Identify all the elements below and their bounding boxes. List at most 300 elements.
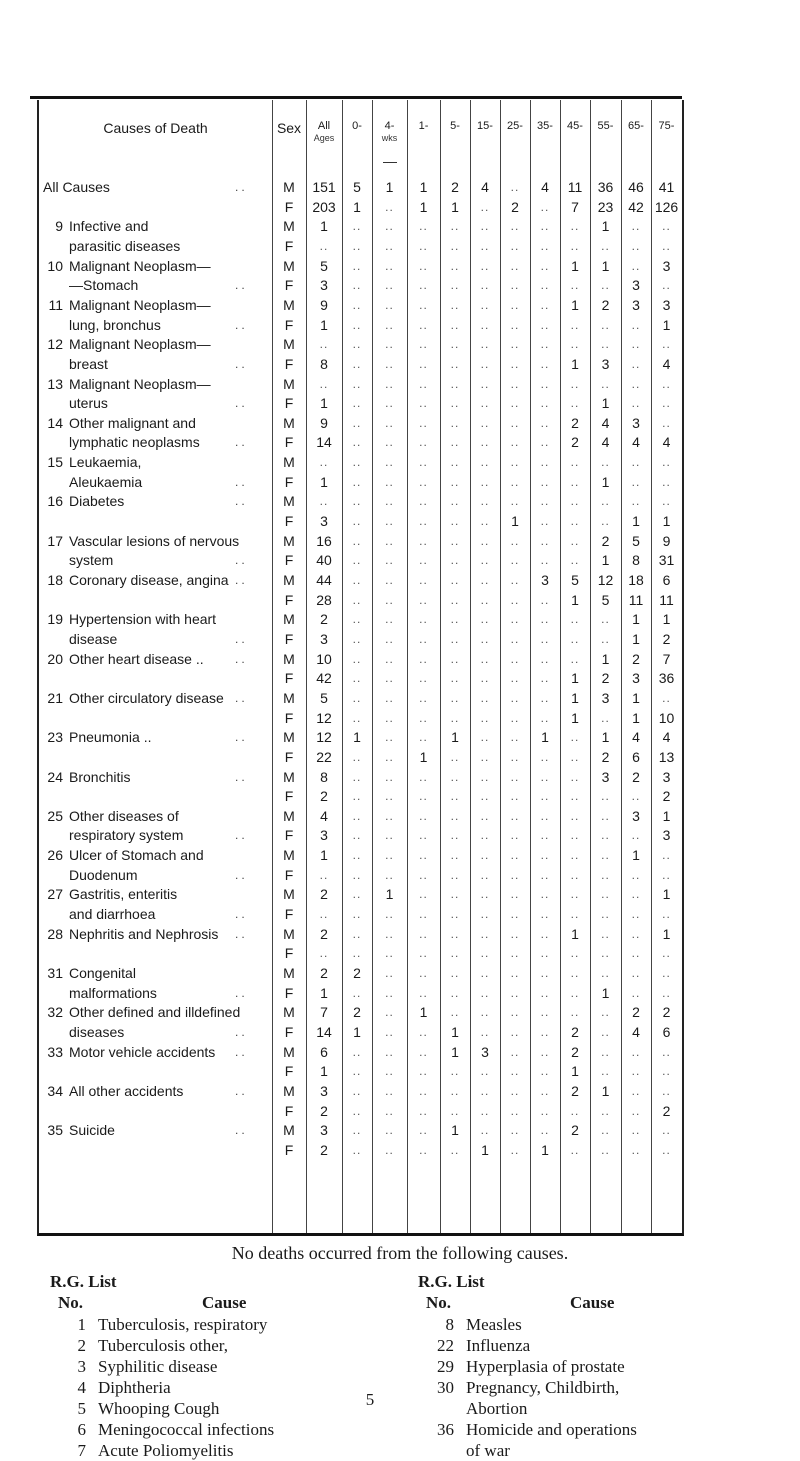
age-cell: 1 xyxy=(601,473,610,490)
age-cell: .. xyxy=(385,238,394,253)
age-cell: .. xyxy=(601,317,610,332)
table-row xyxy=(39,178,682,196)
age-cell: .. xyxy=(419,651,428,666)
cause-text: Nephritis and Nephrosis xyxy=(69,925,219,942)
age-cell: .. xyxy=(385,1142,394,1157)
age-cell: .. xyxy=(450,828,460,843)
cause-cell xyxy=(43,571,229,589)
list-item-cause: Tuberculosis other, xyxy=(98,1336,228,1355)
age-cell: .. xyxy=(450,749,460,764)
age-cell: 6 xyxy=(662,572,671,588)
cause-number: 27 xyxy=(47,886,63,903)
age-cell: .. xyxy=(662,238,671,253)
list-item xyxy=(418,1335,637,1356)
age-cell: .. xyxy=(601,789,610,804)
cause-cell xyxy=(43,807,179,825)
age-cell: .. xyxy=(540,1005,550,1020)
age-cell: .. xyxy=(510,789,520,804)
age-cell: 1 xyxy=(571,296,579,313)
age-cell: 1 xyxy=(385,886,394,903)
age-cell: .. xyxy=(352,612,362,627)
cause-cell xyxy=(43,669,69,687)
age-cell: .. xyxy=(570,828,580,843)
age-cell: 11 xyxy=(659,591,674,608)
age-cell: .. xyxy=(570,1005,580,1020)
age-cell: .. xyxy=(419,455,428,470)
cause-text: Other malignant and xyxy=(69,414,196,431)
age-cell: .. xyxy=(419,985,428,1000)
age-cell: .. xyxy=(419,514,428,529)
table-row xyxy=(39,807,682,825)
age-cell: 1 xyxy=(571,670,579,687)
all-ages-cell: 7 xyxy=(320,1004,328,1021)
age-cell: .. xyxy=(480,297,490,312)
table-row xyxy=(39,984,682,1002)
cause-number: 19 xyxy=(47,611,63,628)
cause-cell xyxy=(43,1062,69,1080)
all-ages-cell: 1 xyxy=(320,847,328,864)
age-cell: .. xyxy=(480,376,490,391)
cause-cell xyxy=(43,1003,240,1021)
age-cell: .. xyxy=(385,612,394,627)
list-item xyxy=(50,1440,274,1461)
header-all-ages xyxy=(306,120,342,143)
cause-cell xyxy=(43,532,239,550)
age-cell: 4 xyxy=(662,355,671,372)
list-item-cause: Tuberculosis, respiratory xyxy=(98,1315,268,1334)
age-cell: .. xyxy=(570,848,580,863)
table-row xyxy=(39,414,682,432)
age-cell: .. xyxy=(352,356,362,371)
age-cell: .. xyxy=(510,474,520,489)
age-cell: .. xyxy=(540,946,550,961)
header-all-ages-label: All xyxy=(317,120,331,132)
age-cell: .. xyxy=(510,867,520,882)
age-cell: .. xyxy=(480,1083,490,1098)
age-cell: 1 xyxy=(541,729,549,746)
age-cell: .. xyxy=(419,494,428,509)
age-cell: 3 xyxy=(481,1043,489,1060)
column-rule xyxy=(372,100,373,1233)
all-ages-cell: 3 xyxy=(320,1082,328,1099)
cause-text: Other diseases of xyxy=(69,807,179,824)
age-cell: 10 xyxy=(658,709,675,726)
sex-cell: F xyxy=(284,945,294,962)
age-cell: .. xyxy=(450,808,460,823)
list-item-number: 1 xyxy=(77,1315,86,1334)
age-cell: 3 xyxy=(541,572,549,588)
age-cell: 126 xyxy=(654,198,679,215)
age-cell: .. xyxy=(480,966,490,980)
age-cell: 2 xyxy=(601,670,610,687)
sex-cell: M xyxy=(283,1082,295,1099)
table-row xyxy=(39,257,682,275)
age-cell: .. xyxy=(352,258,362,273)
sex-cell: F xyxy=(284,827,294,844)
age-cell: .. xyxy=(601,337,610,352)
table-row xyxy=(39,610,682,628)
age-cell: .. xyxy=(419,1044,428,1059)
cause-text: breast xyxy=(69,355,108,372)
cause-cell xyxy=(43,335,211,353)
list-item-cause: of war xyxy=(466,1441,510,1460)
age-cell: .. xyxy=(480,710,490,725)
cause-cell xyxy=(43,316,161,334)
leader-dots: .. xyxy=(235,985,248,1000)
age-cell: .. xyxy=(631,1142,641,1157)
age-cell: .. xyxy=(510,710,520,725)
age-cell: .. xyxy=(510,337,520,352)
age-cell: .. xyxy=(601,1044,610,1059)
age-cell: 2 xyxy=(571,1023,579,1040)
age-cell: .. xyxy=(419,887,428,902)
age-cell: .. xyxy=(450,789,460,804)
age-cell: 2 xyxy=(632,1004,640,1021)
age-cell: .. xyxy=(662,278,671,293)
cause-cell xyxy=(43,846,204,864)
table-row xyxy=(39,787,682,805)
age-cell: .. xyxy=(352,867,362,882)
age-cell: 2 xyxy=(632,768,640,785)
age-cell: .. xyxy=(540,415,550,430)
list-item-number: 5 xyxy=(77,1399,86,1418)
age-cell: .. xyxy=(540,985,550,1000)
header-age-group xyxy=(372,120,407,143)
age-cell: .. xyxy=(385,455,394,470)
age-cell: .. xyxy=(601,376,610,391)
age-cell: .. xyxy=(662,867,671,882)
age-cell: .. xyxy=(510,435,520,450)
age-cell: .. xyxy=(385,926,394,941)
cause-number: 24 xyxy=(47,768,63,785)
age-cell: .. xyxy=(419,926,428,941)
cause-cell xyxy=(43,276,138,294)
cause-text: Duodenum xyxy=(69,866,138,883)
cause-number: 16 xyxy=(47,493,63,510)
age-cell: .. xyxy=(419,710,428,725)
left-list-header xyxy=(50,1292,274,1314)
age-cell: .. xyxy=(450,926,460,941)
sex-cell: M xyxy=(283,650,295,667)
age-cell: 1 xyxy=(481,1141,489,1158)
all-ages-cell: 28 xyxy=(316,591,332,608)
age-cell: .. xyxy=(385,1024,394,1039)
age-cell: 2 xyxy=(353,1004,361,1021)
age-cell: 1 xyxy=(541,1141,549,1158)
age-cell: .. xyxy=(385,946,394,961)
age-cell: .. xyxy=(510,573,520,587)
age-cell: .. xyxy=(570,946,580,961)
age-cell: 1 xyxy=(511,513,519,530)
age-cell: .. xyxy=(419,966,428,980)
sex-cell: M xyxy=(283,729,295,746)
age-cell: .. xyxy=(662,219,671,234)
age-cell: .. xyxy=(631,356,641,371)
age-cell: .. xyxy=(419,435,428,450)
leader-dots: .. xyxy=(235,690,248,705)
sex-cell: F xyxy=(284,355,294,372)
age-cell: .. xyxy=(570,631,580,646)
all-ages-cell: 2 xyxy=(320,788,328,805)
age-cell: .. xyxy=(662,1044,671,1059)
age-cell: .. xyxy=(540,533,550,548)
age-cell: .. xyxy=(570,514,580,529)
all-ages-cell: 1 xyxy=(320,395,328,412)
cause-cell xyxy=(43,473,142,491)
age-cell: .. xyxy=(631,985,641,1000)
age-cell: .. xyxy=(510,966,520,980)
age-cell: .. xyxy=(385,1103,394,1118)
column-rule xyxy=(651,100,652,1233)
cause-number: 18 xyxy=(47,572,63,588)
age-cell: .. xyxy=(510,1103,520,1118)
age-cell: .. xyxy=(631,867,641,882)
cause-cell xyxy=(43,453,141,471)
age-cell: 2 xyxy=(601,748,610,765)
age-cell: .. xyxy=(570,769,580,784)
cause-cell xyxy=(43,512,69,530)
sex-cell: M xyxy=(283,375,295,392)
age-cell: .. xyxy=(540,297,550,312)
column-rule xyxy=(407,100,408,1233)
age-cell: .. xyxy=(385,219,394,234)
age-cell: .. xyxy=(662,946,671,961)
header-age-group xyxy=(500,120,530,132)
age-cell: 2 xyxy=(571,1043,579,1060)
age-cell: .. xyxy=(601,926,610,941)
age-cell: .. xyxy=(352,1044,362,1059)
age-cell: .. xyxy=(540,887,550,902)
cause-number: 26 xyxy=(47,847,63,864)
sex-cell: M xyxy=(283,493,295,510)
age-cell: .. xyxy=(570,1103,580,1118)
list-item-cause: Homicide and operations xyxy=(466,1420,637,1439)
table-row xyxy=(39,355,682,373)
age-cell: .. xyxy=(352,396,362,411)
age-cell: .. xyxy=(480,199,490,214)
age-cell: .. xyxy=(352,1083,362,1098)
age-cell: .. xyxy=(631,926,641,941)
sex-cell: F xyxy=(284,709,294,726)
age-cell: .. xyxy=(480,474,490,489)
age-cell: 42 xyxy=(628,198,644,215)
age-cell: .. xyxy=(450,297,460,312)
cause-cell xyxy=(43,944,69,962)
age-cell: .. xyxy=(385,258,394,273)
sex-cell: F xyxy=(284,316,294,333)
age-cell: .. xyxy=(480,356,490,371)
age-cell: .. xyxy=(510,671,520,686)
age-cell: 6 xyxy=(662,1023,671,1040)
age-cell: .. xyxy=(450,907,460,922)
age-cell: .. xyxy=(352,435,362,450)
all-ages-cell: 1 xyxy=(320,218,328,235)
age-cell: .. xyxy=(570,553,580,568)
age-cell: 1 xyxy=(632,689,640,706)
age-cell: .. xyxy=(352,297,362,312)
age-cell: .. xyxy=(480,769,490,784)
age-cell: .. xyxy=(480,985,490,1000)
table-row xyxy=(39,1102,682,1120)
age-cell: .. xyxy=(570,887,580,902)
age-cell: .. xyxy=(419,1024,428,1039)
age-cell: .. xyxy=(540,474,550,489)
age-cell: .. xyxy=(450,651,460,666)
age-cell: .. xyxy=(540,278,550,293)
age-cell: .. xyxy=(662,455,671,470)
all-ages-cell: 12 xyxy=(316,709,332,726)
header-age-group xyxy=(530,120,560,132)
age-cell: .. xyxy=(385,651,394,666)
cause-cell xyxy=(43,610,216,628)
cause-text: disease xyxy=(69,630,118,647)
age-cell: .. xyxy=(352,337,362,352)
header-age-group xyxy=(560,120,590,132)
header-age-label: 55- xyxy=(597,120,614,132)
age-cell: .. xyxy=(419,671,428,686)
age-cell: .. xyxy=(419,297,428,312)
age-cell: .. xyxy=(601,612,610,627)
age-cell: 2 xyxy=(601,296,610,313)
age-cell: 11 xyxy=(628,591,644,608)
age-cell: .. xyxy=(631,219,641,234)
sex-cell: M xyxy=(283,257,295,274)
age-cell: .. xyxy=(480,1005,490,1020)
cause-number: 35 xyxy=(47,1122,63,1139)
age-cell: .. xyxy=(510,651,520,666)
age-cell: 4 xyxy=(601,434,610,451)
age-cell: .. xyxy=(510,258,520,273)
column-rule xyxy=(500,100,501,1233)
age-cell: .. xyxy=(385,671,394,686)
leader-dots: .. xyxy=(235,278,248,293)
age-cell: .. xyxy=(631,789,641,804)
table-row xyxy=(39,630,682,648)
sex-cell: M xyxy=(283,689,295,706)
age-cell: .. xyxy=(480,415,490,430)
cause-number: 12 xyxy=(47,336,63,353)
cause-cell xyxy=(43,1082,183,1100)
left-list-cause-header: Cause xyxy=(202,1293,247,1312)
age-cell: .. xyxy=(540,337,550,352)
age-cell: .. xyxy=(385,533,394,548)
age-cell: .. xyxy=(352,985,362,1000)
header-age-label: 4- xyxy=(384,120,395,132)
cause-cell xyxy=(43,905,155,923)
age-cell: 1 xyxy=(571,257,579,274)
age-cell: .. xyxy=(570,494,580,509)
column-rule xyxy=(530,100,531,1233)
leader-dots: .. xyxy=(235,651,248,666)
age-cell: 2 xyxy=(451,179,459,195)
cause-cell xyxy=(43,885,177,903)
list-item xyxy=(50,1314,274,1335)
age-cell: .. xyxy=(480,258,490,273)
all-ages-cell: .. xyxy=(319,337,329,352)
sex-cell: M xyxy=(283,1004,295,1021)
age-cell: 3 xyxy=(601,768,610,785)
age-cell: .. xyxy=(570,474,580,489)
age-cell: .. xyxy=(510,553,520,568)
cause-text: Other circulatory disease xyxy=(69,689,224,706)
age-cell: .. xyxy=(662,474,671,489)
header-age-group xyxy=(440,120,470,132)
age-cell: 2 xyxy=(662,630,671,647)
age-cell: .. xyxy=(385,1083,394,1098)
table-row xyxy=(39,198,682,216)
age-cell: 3 xyxy=(601,355,610,372)
age-cell: 3 xyxy=(662,257,671,274)
age-cell: .. xyxy=(385,966,394,980)
sex-cell: F xyxy=(284,1102,294,1119)
sex-cell: F xyxy=(284,513,294,530)
all-ages-cell: 44 xyxy=(316,572,332,588)
age-cell: .. xyxy=(510,494,520,509)
leader-dots: .. xyxy=(235,1024,248,1039)
sex-cell: F xyxy=(284,1141,294,1158)
age-cell: 11 xyxy=(567,179,583,195)
header-age-label: 0- xyxy=(352,120,362,132)
age-cell: .. xyxy=(510,730,520,745)
age-cell: .. xyxy=(419,828,428,843)
all-ages-cell: 4 xyxy=(320,807,328,824)
age-cell: .. xyxy=(352,238,362,253)
age-cell: 1 xyxy=(601,984,610,1001)
leader-dots: .. xyxy=(235,396,248,411)
age-cell: .. xyxy=(419,317,428,332)
leader-dots: .. xyxy=(235,573,248,587)
age-cell: .. xyxy=(601,494,610,509)
age-cell: .. xyxy=(510,317,520,332)
age-cell: .. xyxy=(419,337,428,352)
age-cell: .. xyxy=(352,651,362,666)
age-cell: .. xyxy=(352,887,362,902)
age-cell: .. xyxy=(570,219,580,234)
age-cell: 4 xyxy=(601,414,610,431)
table-top-rule xyxy=(30,96,682,99)
table-row xyxy=(39,885,682,903)
cause-cell xyxy=(43,964,136,982)
leader-dots: .. xyxy=(235,317,248,332)
cause-cell xyxy=(43,689,224,707)
list-item-number: 3 xyxy=(77,1357,86,1376)
age-cell: .. xyxy=(601,631,610,646)
right-list-no-header: No. xyxy=(426,1293,452,1312)
cause-number: 33 xyxy=(47,1043,63,1060)
sex-cell: F xyxy=(284,277,294,294)
all-ages-cell: 1 xyxy=(320,316,328,333)
cause-text: —Stomach xyxy=(69,277,139,294)
header-causes: Causes of Death xyxy=(103,120,208,136)
age-cell: .. xyxy=(385,867,394,882)
sex-cell: F xyxy=(284,198,294,215)
age-cell: .. xyxy=(601,907,610,922)
header-age-label: 25- xyxy=(507,120,523,132)
leader-dots: .. xyxy=(235,356,248,371)
age-cell: .. xyxy=(450,376,460,391)
age-cell: .. xyxy=(352,553,362,568)
leader-dots: .. xyxy=(235,730,248,745)
age-cell: .. xyxy=(352,749,362,764)
cause-text: All other accidents xyxy=(69,1082,184,1099)
header-age-label: 15- xyxy=(477,120,493,132)
age-cell: 1 xyxy=(419,748,428,765)
all-ages-cell: .. xyxy=(319,946,329,961)
age-cell: .. xyxy=(419,867,428,882)
table-row xyxy=(39,551,682,569)
column-rule xyxy=(342,100,343,1233)
cause-text: lymphatic neoplasms xyxy=(69,434,200,451)
